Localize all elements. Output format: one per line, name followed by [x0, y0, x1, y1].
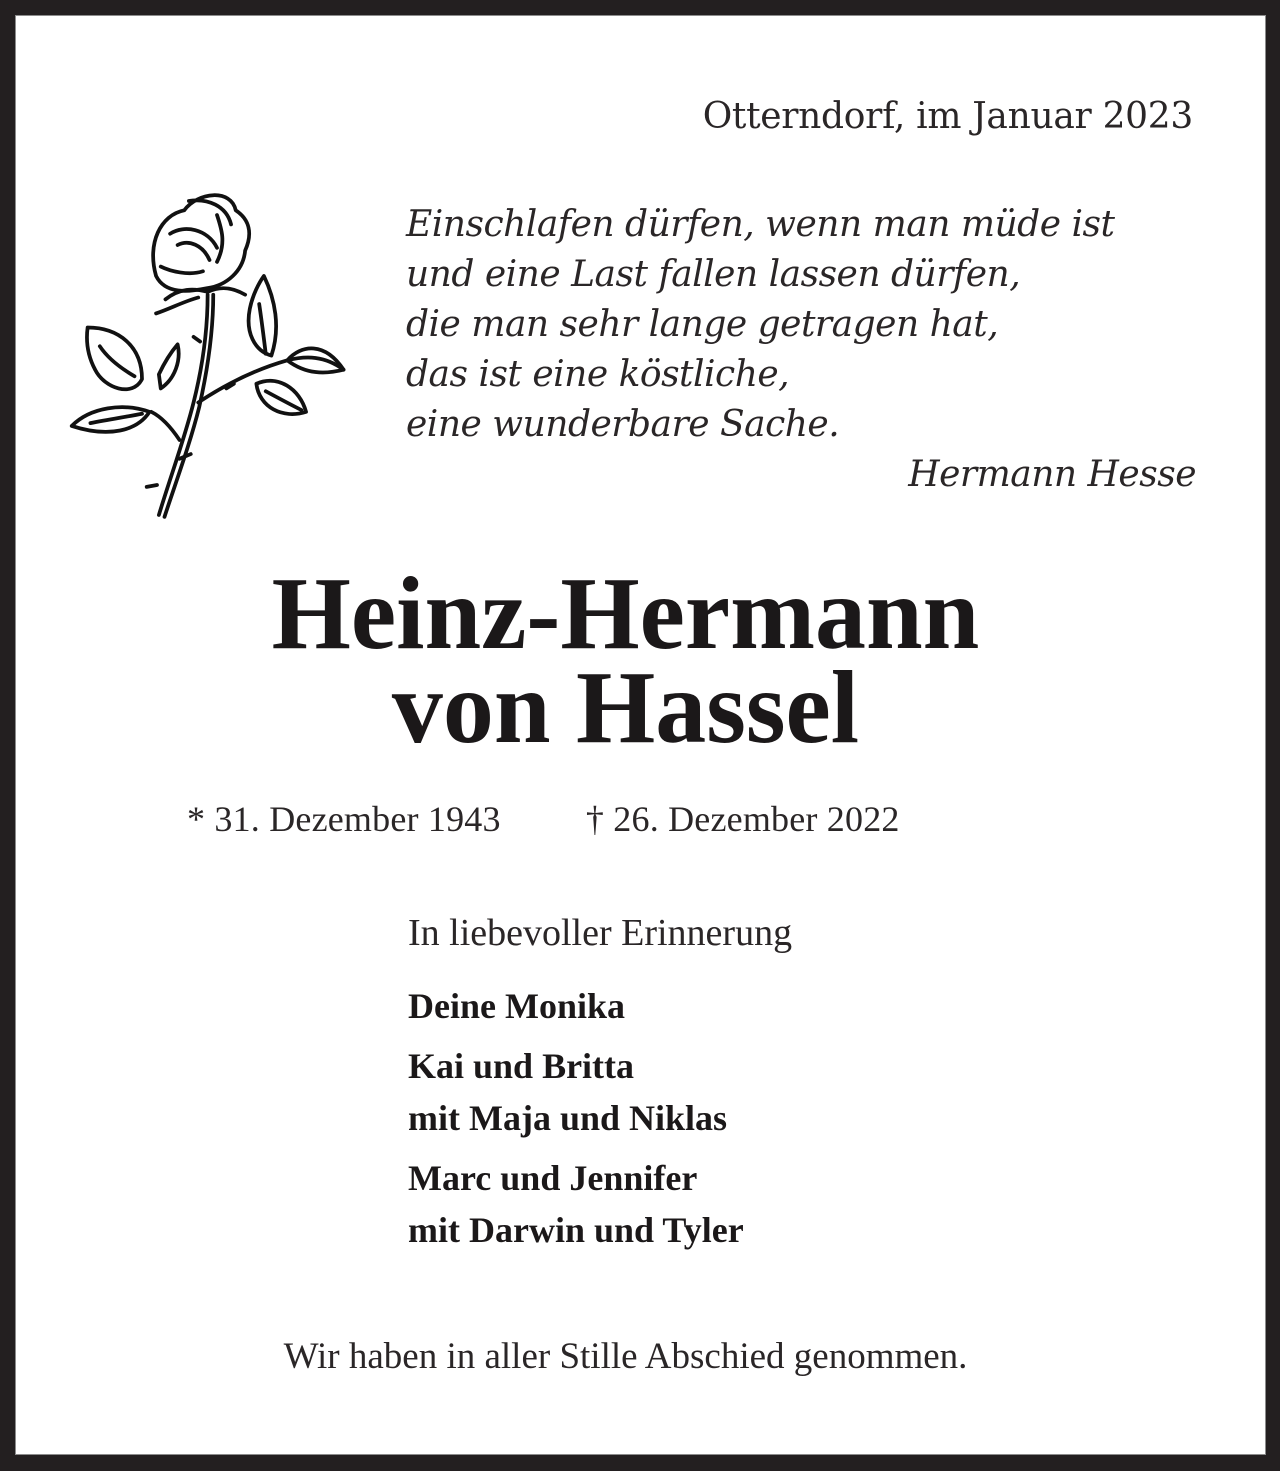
- mourner-group: [408, 1040, 792, 1144]
- mourner-name: Kai und Britta: [408, 1046, 635, 1086]
- poem-line: und eine Last fallen lassen dürfen,: [406, 254, 1021, 295]
- poem-line: die man sehr lange getragen hat,: [406, 304, 999, 345]
- birth-date: * 31. Dezember 1943: [187, 799, 501, 839]
- poem-line: Einschlafen dürfen, wenn man müde ist: [406, 204, 1115, 245]
- mourners-signoff: [408, 908, 792, 1264]
- poem-line: eine wunderbare Sache.: [406, 404, 840, 445]
- poem-author: Hermann Hesse: [908, 454, 1196, 495]
- place-and-date: Otterndorf, im Januar 2023: [702, 96, 1193, 137]
- mourner-group: [408, 1152, 792, 1256]
- deceased-name-line-2: von Hassel: [391, 650, 860, 765]
- poem-line: das ist eine köstliche,: [406, 354, 790, 395]
- rose-icon: [67, 170, 367, 560]
- closing-statement: Wir haben in aller Stille Abschied genommen.: [283, 1336, 968, 1377]
- mourner-name: Deine Monika: [408, 986, 626, 1026]
- mourner-group: [408, 980, 792, 1032]
- death-date: † 26. Dezember 2022: [585, 799, 900, 839]
- mourner-name: Marc und Jennifer: [408, 1158, 698, 1198]
- deceased-name-line-1: Heinz-Hermann: [271, 556, 980, 671]
- deceased-name: [13, 556, 1239, 765]
- mourner-name: mit Maja und Niklas: [408, 1098, 728, 1138]
- life-dates: [187, 795, 900, 843]
- poem-quote: [406, 200, 1196, 500]
- obituary-notice: [15, 15, 1266, 1455]
- mourner-name: mit Darwin und Tyler: [408, 1210, 744, 1250]
- memory-intro: In liebevoller Erinnerung: [408, 912, 793, 954]
